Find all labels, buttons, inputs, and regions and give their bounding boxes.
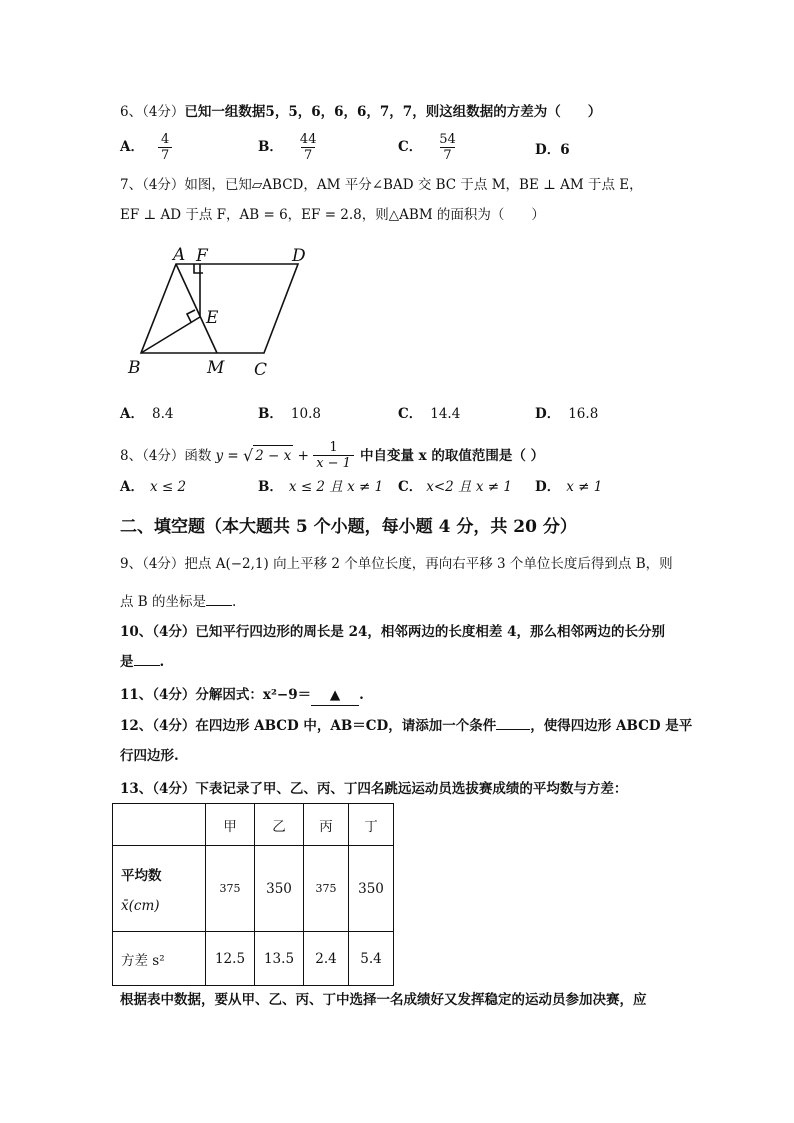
label-f: F bbox=[196, 246, 208, 266]
q7-option-b[interactable] bbox=[258, 404, 321, 424]
option-letter: A． bbox=[120, 479, 144, 495]
q8-stem bbox=[120, 440, 544, 471]
q6-option-d[interactable] bbox=[535, 140, 570, 160]
parallelogram-abcd bbox=[141, 264, 298, 353]
segment-be bbox=[141, 317, 200, 353]
q10-answer-blank[interactable] bbox=[134, 652, 160, 666]
option-letter: A． bbox=[120, 406, 144, 422]
numerator: 1 bbox=[329, 440, 338, 455]
row-label-mean-unit: x̄(cm) bbox=[121, 897, 160, 914]
q10-line2-end: . bbox=[159, 654, 165, 670]
option-value: 16.8 bbox=[568, 406, 599, 422]
denominator: x − 1 bbox=[313, 455, 354, 471]
q12-line1-text: 12、（4分）在四边形 ABCD 中，AB＝CD，请添加一个条件 bbox=[120, 718, 497, 734]
option-value: 10.8 bbox=[290, 406, 321, 422]
q13-after: 根据表中数据，要从甲、乙、丙、丁中选择一名成绩好又发挥稳定的运动员参加决赛，应 bbox=[120, 992, 647, 1008]
q12-line1-end: ，使得四边形 ABCD 是平 bbox=[530, 718, 693, 734]
option-letter: D． bbox=[535, 142, 561, 158]
triangle-mark-icon: ▲ bbox=[329, 687, 341, 703]
table-row-label bbox=[113, 846, 206, 932]
q10-line1: 10、（4分）已知平行四边形的周长是 24，相邻两边的长度相差 4，那么相邻两边的长分别 bbox=[120, 624, 666, 640]
option-value: x ≠ 1 bbox=[566, 479, 603, 495]
option-value: x ≤ 2 且 x ≠ 1 bbox=[288, 479, 384, 495]
option-letter: B． bbox=[258, 479, 283, 495]
q8-suffix: 中自变量 x 的取值范围是（ ） bbox=[359, 447, 545, 464]
table-cell: 375 bbox=[206, 846, 255, 932]
q12-answer-blank[interactable] bbox=[496, 716, 530, 730]
table-header-row bbox=[113, 804, 394, 846]
q6-option-b[interactable] bbox=[258, 132, 319, 163]
q7-option-c[interactable] bbox=[398, 404, 460, 424]
option-letter: D． bbox=[535, 406, 561, 422]
option-value: x<2 且 x ≠ 1 bbox=[426, 479, 512, 495]
label-c: C bbox=[254, 360, 268, 380]
table-row bbox=[113, 932, 394, 986]
table-cell: 2.4 bbox=[304, 932, 349, 986]
q6-option-a[interactable] bbox=[120, 132, 172, 163]
q7-option-a[interactable] bbox=[120, 404, 173, 424]
option-letter: B． bbox=[258, 139, 283, 155]
q8-option-d[interactable] bbox=[535, 477, 602, 497]
denominator: 7 bbox=[440, 147, 454, 163]
q12-line2: 行四边形. bbox=[120, 748, 179, 764]
table-row-label: 方差 s² bbox=[113, 932, 206, 986]
q9-line2-end: . bbox=[232, 594, 237, 610]
table-cell: 12.5 bbox=[206, 932, 255, 986]
q7-stem-line2: EF ⊥ AD 于点 F，AB = 6，EF = 2.8，则△ABM 的面积为（ ） bbox=[120, 207, 545, 223]
denominator: 7 bbox=[158, 147, 172, 163]
row-label-mean: 平均数 bbox=[121, 867, 162, 884]
q9-line2-text: 点 B 的坐标是 bbox=[120, 594, 207, 610]
q10-line2 bbox=[120, 652, 164, 672]
fraction bbox=[158, 132, 172, 163]
label-a: A bbox=[173, 245, 186, 265]
q10-line2-text: 是 bbox=[120, 654, 134, 670]
numerator: 54 bbox=[439, 132, 456, 147]
numerator: 44 bbox=[299, 132, 317, 147]
option-letter: C． bbox=[398, 479, 423, 495]
q6-option-c[interactable] bbox=[398, 132, 459, 163]
table-header-cell: 丁 bbox=[349, 804, 394, 846]
q9-line1: 9、（4分）把点 A(−2,1) 向上平移 2 个单位长度，再向右平移 3 个单位长度后得到点 B，则 bbox=[120, 556, 673, 572]
q9-line2 bbox=[120, 592, 236, 612]
option-value: 6 bbox=[560, 142, 570, 158]
option-value: 8.4 bbox=[151, 406, 174, 422]
q9-answer-blank[interactable] bbox=[206, 592, 232, 606]
q12-line1 bbox=[120, 716, 692, 736]
q8-option-b[interactable] bbox=[258, 477, 383, 497]
section-2-heading: 二、填空题（本大题共 5 个小题，每小题 4 分，共 20 分） bbox=[120, 517, 577, 537]
option-letter: C． bbox=[398, 406, 423, 422]
q11-text: 11、（4分）分解因式：x²−9＝ bbox=[120, 687, 312, 703]
table-header-cell: 甲 bbox=[206, 804, 255, 846]
label-d: D bbox=[292, 246, 306, 266]
q7-stem-line1: 7、（4分）如图，已知▱ABCD，AM 平分∠BAD 交 BC 于点 M，BE ⊥ AM 于点 E， bbox=[120, 177, 643, 193]
table-header-cell: 丙 bbox=[304, 804, 349, 846]
table-cell: 350 bbox=[349, 846, 394, 932]
q6-text: 已知一组数据5，5，6，6，6，7，7，则这组数据的方差为（ ） bbox=[184, 104, 602, 120]
label-m: M bbox=[207, 358, 225, 378]
option-letter: B． bbox=[258, 406, 283, 422]
q6-stem bbox=[120, 102, 601, 122]
fraction bbox=[436, 132, 459, 163]
table-row bbox=[113, 846, 394, 932]
label-b: B bbox=[128, 358, 141, 378]
q8-option-a[interactable] bbox=[120, 477, 186, 497]
table-cell: 375 bbox=[304, 846, 349, 932]
table-header-cell: 乙 bbox=[255, 804, 304, 846]
table-header-cell bbox=[113, 804, 206, 846]
q7-option-d[interactable] bbox=[535, 404, 598, 424]
q13-stem: 13、（4分）下表记录了甲、乙、丙、丁四名跳远运动员选拔赛成绩的平均数与方差： bbox=[120, 781, 628, 797]
table-cell: 5.4 bbox=[349, 932, 394, 986]
q8-plus: + bbox=[293, 447, 314, 464]
option-letter: A． bbox=[120, 139, 144, 155]
q8-prefix: 8、（4分）函数 bbox=[120, 447, 212, 464]
q11-stem bbox=[120, 685, 364, 706]
parallelogram-figure bbox=[120, 244, 330, 380]
stats-table bbox=[112, 803, 394, 986]
denominator: 7 bbox=[301, 147, 315, 163]
option-value: x ≤ 2 bbox=[149, 479, 187, 495]
label-e: E bbox=[206, 308, 219, 328]
table-cell: 350 bbox=[255, 846, 304, 932]
table-cell: 13.5 bbox=[255, 932, 304, 986]
q8-sqrt-content: 2 − x bbox=[253, 445, 293, 466]
q8-option-c[interactable] bbox=[398, 477, 512, 497]
option-letter: D． bbox=[535, 479, 561, 495]
fraction bbox=[297, 132, 320, 163]
q6-prefix: 6、（4分） bbox=[120, 104, 185, 120]
q11-end: . bbox=[359, 687, 364, 703]
q8-formula-lhs: y = bbox=[215, 447, 243, 464]
q8-fraction bbox=[313, 440, 354, 471]
q11-answer-blank[interactable] bbox=[311, 685, 359, 706]
option-letter: C． bbox=[398, 139, 423, 155]
sqrt-sign: √ bbox=[242, 445, 254, 465]
option-value: 14.4 bbox=[430, 406, 461, 422]
numerator: 4 bbox=[160, 132, 170, 147]
